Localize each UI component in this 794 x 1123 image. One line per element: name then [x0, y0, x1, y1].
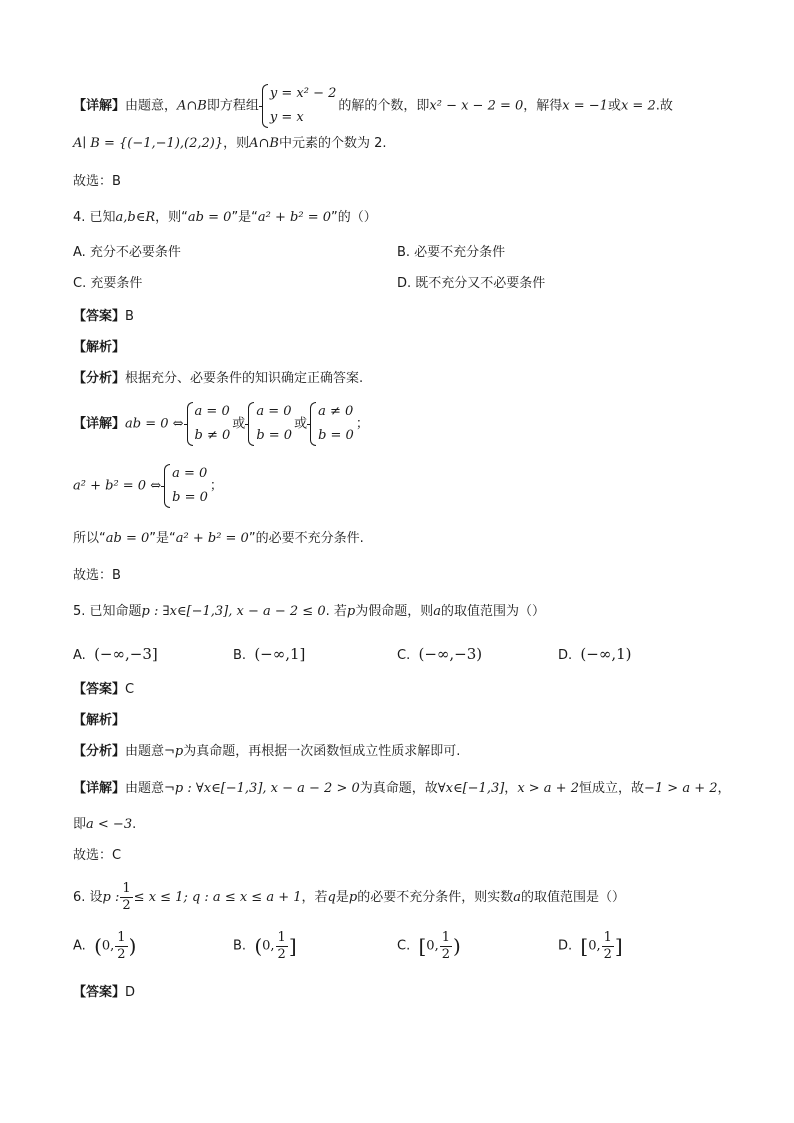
q6-option-b: B. (0, $\frac{1}{2}$ ]: [233, 929, 297, 962]
q5-option-c: C. (−∞,−3): [397, 645, 483, 663]
q5-option-b: B. (−∞,1]: [233, 645, 306, 663]
q4-option-b: B. 必要不充分条件: [397, 245, 506, 260]
q5-option-a: A. (−∞,−3]: [73, 645, 158, 663]
q6-answer: 【答案】D: [73, 985, 136, 1000]
equation-system: a = 0 b ≠ 0: [186, 400, 231, 448]
q4-analysis-tag: 【解析】: [73, 340, 126, 355]
q6-option-a: A. (0, $\frac{1}{2}$ ): [73, 929, 137, 962]
q4-option-d: D. 既不充分又不必要条件: [397, 276, 546, 291]
equation-system: y = x² − 2 y = x: [261, 82, 336, 130]
equation-system: a = 0 b = 0: [247, 400, 292, 448]
q4-stem: 4. 已知a,b∈R，则“ab = 0”是“a² + b² = 0”的（）: [73, 210, 377, 225]
q5-fenxi: 【分析】由题意¬p为真命题，再根据一次函数恒成立性质求解即可.: [73, 744, 461, 759]
q6-option-c: C. [0, $\frac{1}{2}$ ): [397, 929, 461, 962]
q4-detail-line-1: 【详解】ab = 0 ⇔ a = 0 b ≠ 0 或 a = 0 b = 0 或 a ≠ 0 b = 0 ；: [73, 400, 369, 448]
q3-detail-line-2: A∣ B = {(−1,−1),(2,2)}，则A∩B中元素的个数为 2.: [73, 136, 387, 151]
q4-option-a: A. 充分不必要条件: [73, 245, 181, 260]
q4-fenxi: 【分析】根据充分、必要条件的知识确定正确答案.: [73, 371, 364, 386]
q3-choose: 故选：B: [73, 174, 121, 189]
q4-detail-line-2: a² + b² = 0 ⇔ a = 0 b = 0 ；: [73, 462, 223, 510]
q5-option-d: D. (−∞,1): [558, 645, 632, 663]
q6-stem: 6. 设p : $\frac{1}{2}$ ≤ x ≤ 1; q : a ≤ x ≤ a + 1，若q是p的必要不充分条件，则实数a的取值范围是（）: [73, 881, 625, 913]
q6-option-d: D. [0, $\frac{1}{2}$ ]: [558, 929, 623, 962]
q5-detail-line-1: 【详解】由题意¬p : ∀x∈[−1,3], x − a − 2 > 0为真命题，故∀x∈[−1,3]，x > a + 2恒成立，故−1 > a + 2，: [73, 781, 731, 796]
q5-stem: 5. 已知命题p : ∃x∈[−1,3], x − a − 2 ≤ 0. 若p为假命题，则a的取值范围为（）: [73, 604, 545, 619]
equation-system: a = 0 b = 0: [163, 462, 208, 510]
q5-analysis-tag: 【解析】: [73, 713, 126, 728]
equation-system: a ≠ 0 b = 0: [309, 400, 354, 448]
detail-tag: 【详解】: [73, 98, 126, 114]
q4-option-c: C. 充要条件: [73, 276, 143, 291]
q4-choose: 故选：B: [73, 568, 121, 583]
fraction-half: $\frac{1}{2}$: [122, 881, 131, 913]
q4-conclusion: 所以“ab = 0”是“a² + b² = 0”的必要不充分条件.: [73, 531, 364, 546]
q4-answer: 【答案】B: [73, 309, 134, 324]
q5-answer: 【答案】C: [73, 682, 135, 697]
q3-detail-line-1: 【详解】由题意，A∩B即方程组 y = x² − 2 y = x 的解的个数，即x² − x − 2 = 0，解得x = −1或x = 2.故: [73, 82, 673, 130]
q5-detail-line-2: 即a < −3.: [73, 817, 137, 832]
q5-choose: 故选：C: [73, 848, 122, 863]
